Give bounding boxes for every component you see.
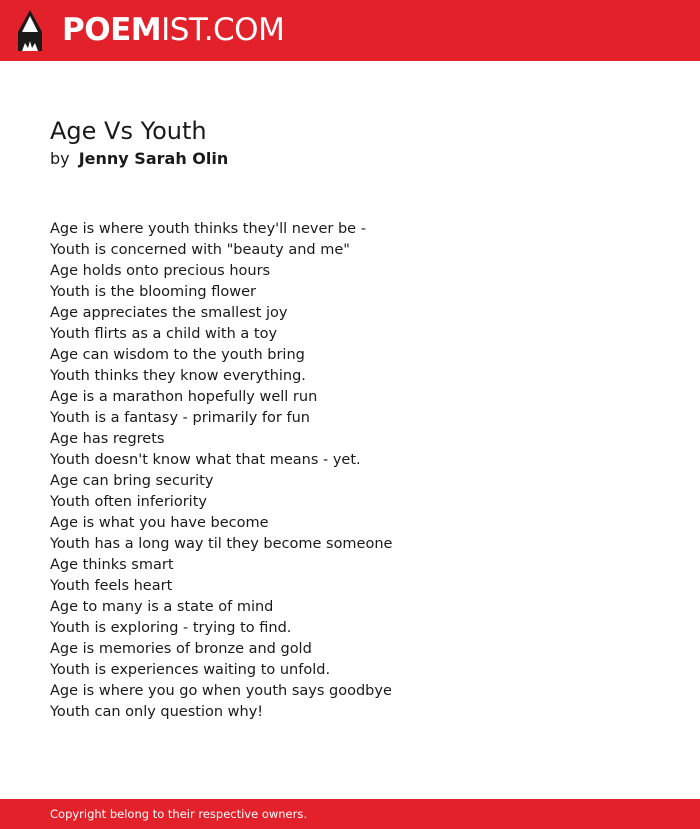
poem-line: Youth often inferiority (50, 494, 207, 510)
poem-line: Age is a marathon hopefully well run (50, 389, 318, 405)
poem-line: Age is where you go when youth says goodbye (50, 683, 392, 699)
poem-line: Age can bring security (50, 473, 214, 489)
author-name[interactable]: Jenny Sarah Olin (78, 149, 229, 168)
poem-line: Youth can only question why! (50, 704, 264, 720)
poem-line: Youth thinks they know everything. (50, 368, 306, 384)
poem-line: Youth is the blooming flower (50, 284, 256, 300)
poem-title: Age Vs Youth (50, 117, 207, 145)
poem-line: Youth flirts as a child with a toy (50, 326, 278, 342)
poem-line: Youth is exploring - trying to find. (50, 620, 292, 636)
pen-nib-icon[interactable] (18, 10, 42, 51)
poem-line: Youth has a long way til they become someone (50, 536, 393, 552)
poem-body (50, 219, 650, 723)
poem-line: Age to many is a state of mind (50, 599, 274, 615)
site-footer (0, 799, 700, 829)
poem-line: Age has regrets (50, 431, 165, 447)
poem-line: Age can wisdom to the youth bring (50, 347, 305, 363)
site-header (0, 0, 700, 61)
poem-line: Age appreciates the smallest joy (50, 305, 288, 321)
poem-line: Youth feels heart (50, 578, 173, 594)
poem-line: Age holds onto precious hours (50, 263, 271, 279)
logo-brand-light: IST.COM (161, 12, 285, 48)
poem-line: Age thinks smart (50, 557, 174, 573)
poem-line: Age is memories of bronze and gold (50, 641, 312, 657)
by-label: by (50, 149, 70, 168)
poem-line: Age is where youth thinks they'll never be - (50, 221, 366, 237)
poem-line: Youth is a fantasy - primarily for fun (50, 410, 310, 426)
poem-line: Youth is experiences waiting to unfold. (50, 662, 331, 678)
logo-brand-bold: POEM (62, 12, 162, 48)
poem-line: Youth doesn't know what that means - yet. (50, 452, 361, 468)
poem-line: Age is what you have become (50, 515, 269, 531)
byline (50, 148, 228, 170)
site-logo-link[interactable] (62, 12, 284, 48)
poem-line: Youth is concerned with "beauty and me" (50, 242, 350, 258)
copyright-notice: Copyright belong to their respective owners. (50, 807, 308, 821)
